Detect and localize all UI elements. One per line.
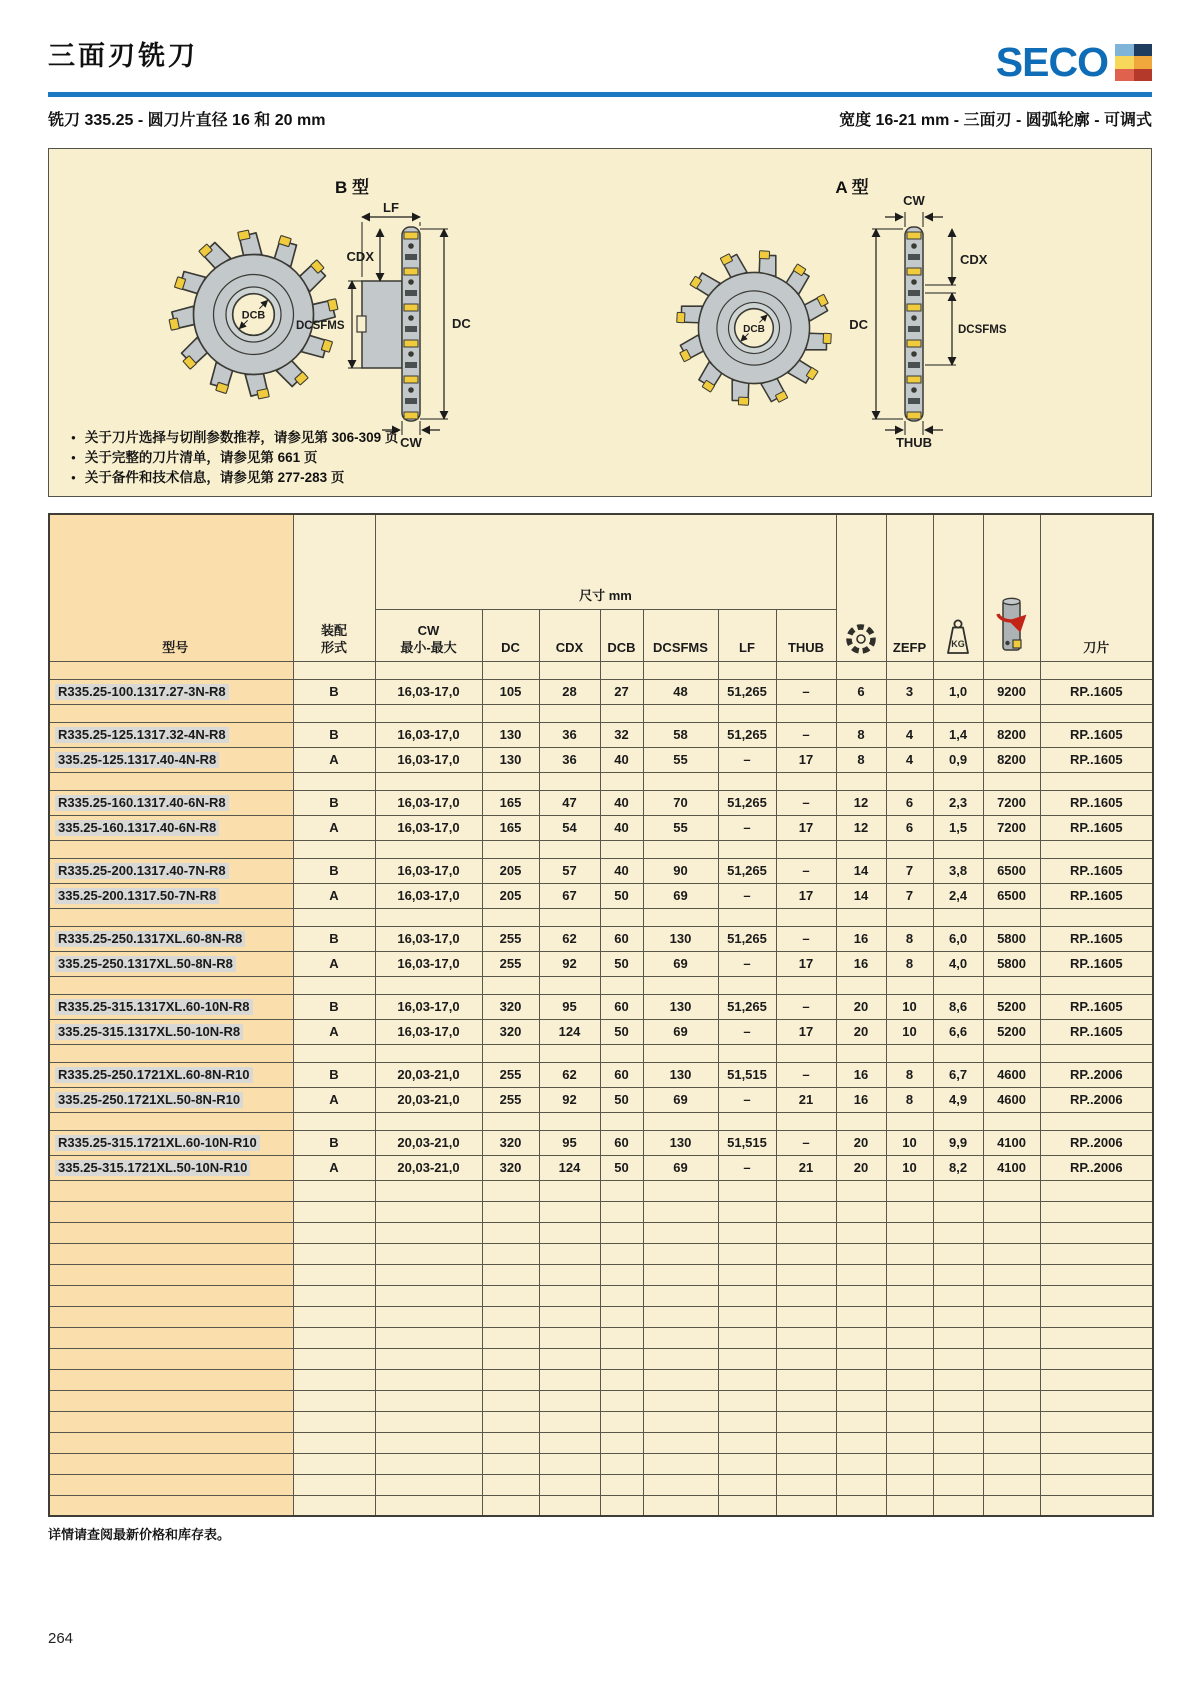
model-number: R335.25-315.1721XL.60-10N-R10 xyxy=(55,1135,260,1151)
dim-label-dcb: DCB xyxy=(743,323,765,335)
seco-logo-text: SECO xyxy=(995,39,1108,85)
col-header-insert: 刀片 xyxy=(1040,514,1153,661)
page-title: 三面刃铣刀 xyxy=(48,41,198,71)
model-cell xyxy=(49,840,293,858)
model-number: R335.25-315.1317XL.60-10N-R8 xyxy=(55,999,253,1015)
model-cell xyxy=(49,1112,293,1130)
model-cell xyxy=(49,1180,293,1201)
model-cell xyxy=(49,1411,293,1432)
dim-label-dc: DC xyxy=(452,316,471,331)
empty-row xyxy=(49,1285,1153,1306)
col-header-dcsfms: DCSFMS xyxy=(643,609,718,661)
model-number: 335.25-315.1721XL.50-10N-R10 xyxy=(55,1160,250,1176)
dim-label-cdx: CDX xyxy=(960,252,988,267)
spacer-row xyxy=(49,908,1153,926)
model-cell xyxy=(49,976,293,994)
product-spec-label: 宽度 16-21 mm - 三面刃 - 圆弧轮廓 - 可调式 xyxy=(839,112,1152,129)
model-cell xyxy=(49,661,293,679)
model-number: R335.25-250.1317XL.60-8N-R8 xyxy=(55,931,245,947)
diagram-panel xyxy=(48,148,1152,497)
dim-label-lf: LF xyxy=(383,200,399,215)
table-row: 335.25-200.1317.50-7N-R8 A 16,03-17,0 205 67 50 69 – 17 14 7 2,4 6500 RP..1605 xyxy=(49,883,1153,908)
reference-note: ● 关于备件和技术信息，请参见第 277-283 页 xyxy=(71,468,398,488)
col-header-zefp: ZEFP xyxy=(886,514,933,661)
spacer-row xyxy=(49,1044,1153,1062)
page-number: 264 xyxy=(48,1630,74,1647)
empty-row xyxy=(49,1306,1153,1327)
product-line-label: 铣刀 335.25 - 圆刀片直径 16 和 20 mm xyxy=(48,112,326,129)
model-cell xyxy=(49,1495,293,1516)
model-cell xyxy=(49,883,293,908)
model-cell xyxy=(49,1155,293,1180)
empty-row xyxy=(49,1243,1153,1264)
table-row: 335.25-160.1317.40-6N-R8 A 16,03-17,0 165 54 40 55 – 17 12 6 1,5 7200 RP..1605 xyxy=(49,815,1153,840)
model-cell xyxy=(49,994,293,1019)
empty-row xyxy=(49,1432,1153,1453)
model-cell xyxy=(49,1243,293,1264)
empty-row xyxy=(49,1453,1153,1474)
dim-label-dc: DC xyxy=(849,317,868,332)
col-header-tooth-count xyxy=(836,514,886,661)
model-cell xyxy=(49,1201,293,1222)
spacer-row xyxy=(49,704,1153,722)
model-cell xyxy=(49,1306,293,1327)
model-number: 335.25-250.1721XL.50-8N-R10 xyxy=(55,1092,243,1108)
model-cell xyxy=(49,772,293,790)
dim-label-dcb: DCB xyxy=(241,309,266,322)
col-header-thub: THUB xyxy=(776,609,836,661)
cutter-b-side-diagram xyxy=(294,189,524,449)
dim-label-thub: THUB xyxy=(895,435,933,449)
model-number: 335.25-160.1317.40-6N-R8 xyxy=(55,820,219,836)
model-number: 335.25-250.1317XL.50-8N-R8 xyxy=(55,956,236,972)
model-cell xyxy=(49,790,293,815)
col-header-form: 装配 形式 xyxy=(293,514,375,661)
table-row: R335.25-200.1317.40-7N-R8 B 16,03-17,0 205 57 40 90 51,265 – 14 7 3,8 6500 RP..1605 xyxy=(49,858,1153,883)
model-cell xyxy=(49,1327,293,1348)
model-number: R335.25-250.1721XL.60-8N-R10 xyxy=(55,1067,253,1083)
empty-row xyxy=(49,1411,1153,1432)
model-number: R335.25-160.1317.40-6N-R8 xyxy=(55,795,229,811)
model-cell xyxy=(49,1044,293,1062)
spacer-row xyxy=(49,1112,1153,1130)
spacer-row xyxy=(49,840,1153,858)
col-header-cdx: CDX xyxy=(539,609,600,661)
empty-row xyxy=(49,1369,1153,1390)
model-cell xyxy=(49,951,293,976)
catalog-table xyxy=(48,513,1154,1517)
col-header-dcb: DCB xyxy=(600,609,643,661)
table-row: R335.25-250.1721XL.60-8N-R10 B 20,03-21,0 255 62 60 130 51,515 – 16 8 6,7 4600 RP..2006 xyxy=(49,1062,1153,1087)
empty-row xyxy=(49,1327,1153,1348)
empty-row xyxy=(49,1201,1153,1222)
type-a-label: A 型 xyxy=(835,178,869,197)
model-cell xyxy=(49,704,293,722)
model-number: 335.25-125.1317.40-4N-R8 xyxy=(55,752,219,768)
dim-label-dcsfms: DCSFMS xyxy=(296,320,345,332)
seco-logo-mark-icon xyxy=(1115,44,1152,81)
dim-label-dcsfms: DCSFMS xyxy=(958,324,1007,336)
model-cell xyxy=(49,1264,293,1285)
svg-text:KG: KG xyxy=(951,638,965,649)
model-number: R335.25-125.1317.32-4N-R8 xyxy=(55,727,229,743)
col-header-lf: LF xyxy=(718,609,776,661)
spacer-row xyxy=(49,661,1153,679)
table-row: 335.25-125.1317.40-4N-R8 A 16,03-17,0 130 36 40 55 – 17 8 4 0,9 8200 RP..1605 xyxy=(49,747,1153,772)
weight-kg-icon xyxy=(941,618,975,656)
model-cell xyxy=(49,858,293,883)
reference-note: ● 关于完整的刀片清单，请参见第 661 页 xyxy=(71,448,398,468)
reference-notes xyxy=(71,428,398,488)
table-row: 335.25-250.1721XL.50-8N-R10 A 20,03-21,0 255 92 50 69 – 21 16 8 4,9 4600 RP..2006 xyxy=(49,1087,1153,1112)
model-cell xyxy=(49,747,293,772)
max-rpm-icon xyxy=(995,596,1029,656)
model-cell xyxy=(49,679,293,704)
col-header-weight xyxy=(933,514,983,661)
model-number: 335.25-200.1317.50-7N-R8 xyxy=(55,888,219,904)
seco-logo xyxy=(995,39,1152,85)
col-header-size-mm: 尺寸 mm xyxy=(375,514,836,609)
model-cell xyxy=(49,1087,293,1112)
table-row: R335.25-100.1317.27-3N-R8 B 16,03-17,0 105 28 27 48 51,265 – 6 3 1,0 9200 RP..1605 xyxy=(49,679,1153,704)
model-cell xyxy=(49,815,293,840)
model-cell xyxy=(49,1474,293,1495)
dim-label-cw: CW xyxy=(903,193,925,208)
model-cell xyxy=(49,1453,293,1474)
table-row: R335.25-250.1317XL.60-8N-R8 B 16,03-17,0 255 62 60 130 51,265 – 16 8 6,0 5800 RP..1605 xyxy=(49,926,1153,951)
catalog-table-body xyxy=(49,661,1153,1516)
model-cell xyxy=(49,1348,293,1369)
empty-row xyxy=(49,1390,1153,1411)
empty-row xyxy=(49,1222,1153,1243)
model-cell xyxy=(49,1222,293,1243)
col-header-max-rpm xyxy=(983,514,1040,661)
model-cell xyxy=(49,1369,293,1390)
table-row: R335.25-315.1721XL.60-10N-R10 B 20,03-21,0 320 95 60 130 51,515 – 20 10 9,9 4100 RP..2006 xyxy=(49,1130,1153,1155)
table-row: 335.25-250.1317XL.50-8N-R8 A 16,03-17,0 255 92 50 69 – 17 16 8 4,0 5800 RP..1605 xyxy=(49,951,1153,976)
cutter-a-side-diagram xyxy=(814,189,1044,449)
model-cell xyxy=(49,1390,293,1411)
cutter-a-front-diagram xyxy=(673,247,835,409)
table-row: 335.25-315.1721XL.50-10N-R10 A 20,03-21,0 320 124 50 69 – 21 20 10 8,2 4100 RP..2006 xyxy=(49,1155,1153,1180)
model-number: R335.25-200.1317.40-7N-R8 xyxy=(55,863,229,879)
model-cell xyxy=(49,1285,293,1306)
model-cell xyxy=(49,722,293,747)
empty-row xyxy=(49,1474,1153,1495)
table-row: R335.25-125.1317.32-4N-R8 B 16,03-17,0 130 36 32 58 51,265 – 8 4 1,4 8200 RP..1605 xyxy=(49,722,1153,747)
type-b-label: B 型 xyxy=(335,178,369,197)
empty-row xyxy=(49,1264,1153,1285)
reference-note: ● 关于刀片选择与切削参数推荐，请参见第 306-309 页 xyxy=(71,428,398,448)
dim-label-cdx: CDX xyxy=(346,249,374,264)
price-note: 详情请查阅最新价格和库存表。 xyxy=(48,1527,231,1542)
col-header-model: 型号 xyxy=(49,514,293,661)
spacer-row xyxy=(49,772,1153,790)
empty-row xyxy=(49,1495,1153,1516)
dim-label-cw: CW xyxy=(400,435,422,449)
table-header-row-1 xyxy=(49,514,1153,609)
empty-row xyxy=(49,1348,1153,1369)
header-rule xyxy=(48,92,1152,97)
model-cell xyxy=(49,1432,293,1453)
model-number: 335.25-315.1317XL.50-10N-R8 xyxy=(55,1024,243,1040)
model-number: R335.25-100.1317.27-3N-R8 xyxy=(55,684,229,700)
col-header-cw: CW 最小-最大 xyxy=(375,609,482,661)
empty-row xyxy=(49,1180,1153,1201)
subheader xyxy=(48,107,1152,130)
model-cell xyxy=(49,908,293,926)
col-header-dc: DC xyxy=(482,609,539,661)
model-cell xyxy=(49,926,293,951)
table-row: R335.25-315.1317XL.60-10N-R8 B 16,03-17,0 320 95 60 130 51,265 – 20 10 8,6 5200 RP..1605 xyxy=(49,994,1153,1019)
model-cell xyxy=(49,1130,293,1155)
spacer-row xyxy=(49,976,1153,994)
table-row: 335.25-315.1317XL.50-10N-R8 A 16,03-17,0 320 124 50 69 – 17 20 10 6,6 5200 RP..1605 xyxy=(49,1019,1153,1044)
table-row: R335.25-160.1317.40-6N-R8 B 16,03-17,0 165 47 40 70 51,265 – 12 6 2,3 7200 RP..1605 xyxy=(49,790,1153,815)
tooth-count-icon xyxy=(844,620,878,656)
model-cell xyxy=(49,1062,293,1087)
model-cell xyxy=(49,1019,293,1044)
